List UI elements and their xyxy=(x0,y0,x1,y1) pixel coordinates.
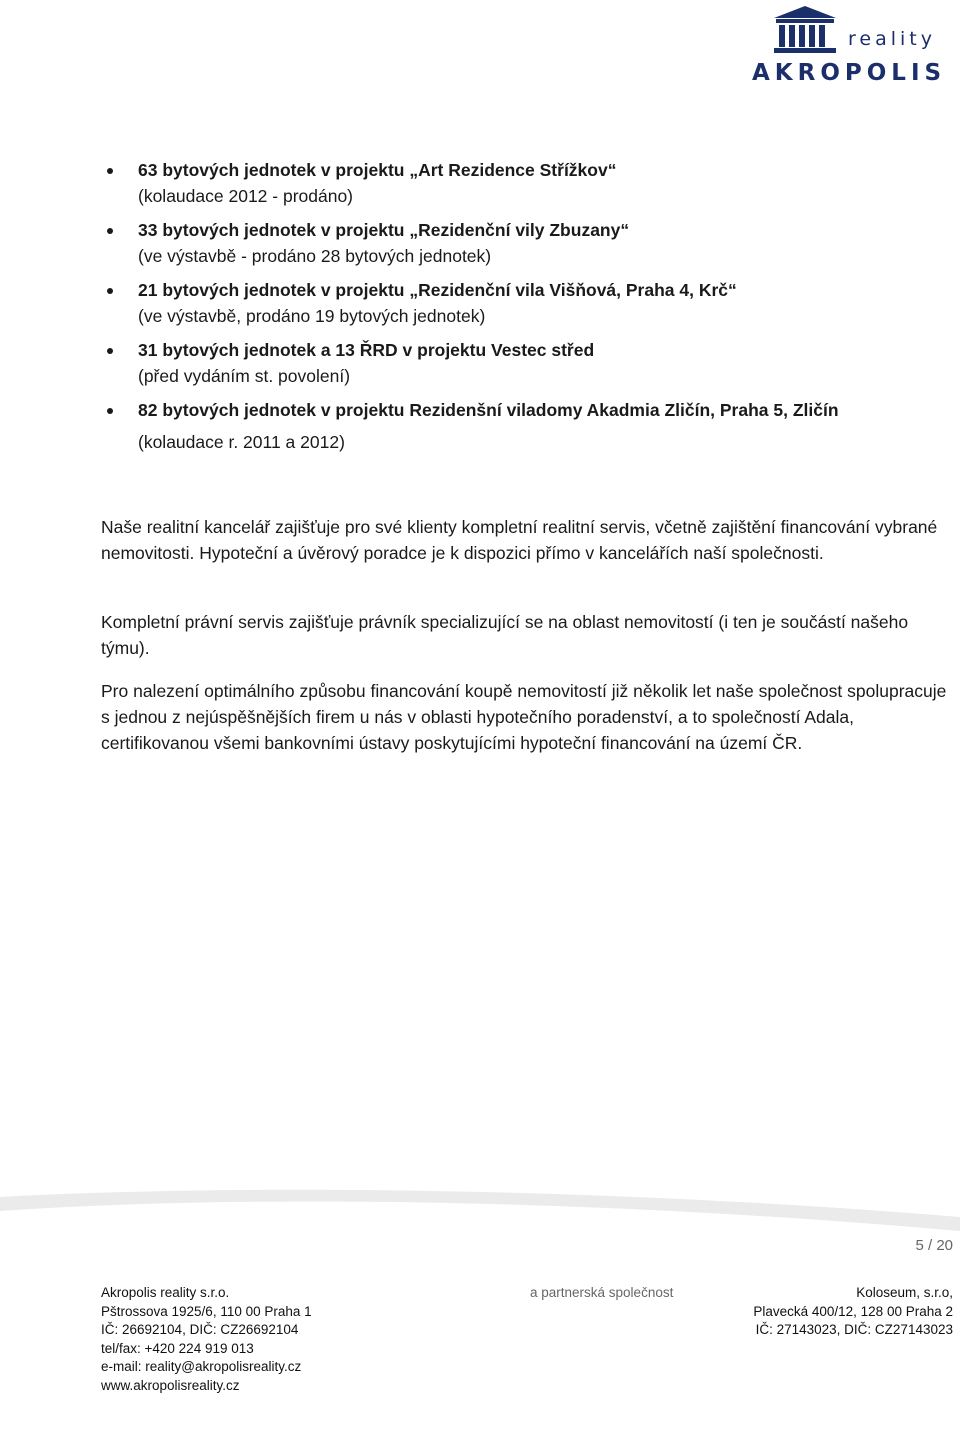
company-address: Plavecká 400/12, 128 00 Praha 2 xyxy=(753,1303,953,1319)
project-list xyxy=(104,157,934,463)
company-ids: IČ: 27143023, DIČ: CZ27143023 xyxy=(755,1322,953,1337)
legal-paragraph: Kompletní právní servis zajišťuje právník specializující se na oblast nemovitostí (i ten je součástí našeho týmu). xyxy=(101,612,909,658)
project-status: (ve výstavbě, prodáno 19 bytových jednotek) xyxy=(138,306,486,326)
footer-company-right xyxy=(753,1284,953,1340)
list-item xyxy=(104,397,934,455)
company-phone: tel/fax: +420 224 919 013 xyxy=(101,1340,254,1356)
temple-icon xyxy=(770,2,840,58)
bullet-icon xyxy=(107,348,113,354)
financing-paragraph: Pro nalezení optimálního způsobu financování koupě nemovitostí již několik let naše společnost spolupracuje s jednou z nejúspěšnějších firem u nás v oblasti hypotečního poradenství, a to společností Adala, certifikovanou všemi bankovními ústavy poskytujícími hypoteční financování na území ČR. xyxy=(101,681,947,753)
footer-company-left xyxy=(101,1284,312,1395)
company-name: Koloseum, s.r.o, xyxy=(856,1285,953,1300)
company-address: Pštrossova 1925/6, 110 00 Praha 1 xyxy=(101,1303,312,1319)
project-title: 31 bytových jednotek a 13 ŘRD v projektu Vestec střed xyxy=(138,340,595,360)
company-website: www.akropolisreality.cz xyxy=(101,1377,240,1393)
company-email: e-mail: reality@akropolisreality.cz xyxy=(101,1359,302,1374)
decorative-swoosh xyxy=(0,1185,960,1245)
list-item xyxy=(104,157,934,209)
project-status: (ve výstavbě - prodáno 28 bytových jednotek) xyxy=(138,246,492,266)
bullet-icon xyxy=(107,228,113,234)
bullet-icon xyxy=(107,288,113,294)
brand-tagline: reality xyxy=(848,28,936,50)
project-title: 21 bytových jednotek v projektu „Rezidenční vila Višňová, Praha 4, Krč“ xyxy=(138,280,737,300)
services-paragraph: Naše realitní kancelář zajišťuje pro své klienty kompletní realitní servis, včetně zajištění financování vybrané nemovitosti. Hypoteční a úvěrový poradce je k dispozici přímo v kancelářích naší společnosti. xyxy=(101,517,938,563)
list-item xyxy=(104,277,934,329)
list-item xyxy=(104,217,934,269)
project-status: (kolaudace 2012 - prodáno) xyxy=(138,186,354,206)
list-item xyxy=(104,337,934,389)
project-title: 33 bytových jednotek v projektu „Rezidenční vily Zbuzany“ xyxy=(138,220,630,240)
company-name: Akropolis reality s.r.o. xyxy=(101,1285,230,1300)
company-ids: IČ: 26692104, DIČ: CZ26692104 xyxy=(101,1322,299,1337)
project-status: (před vydáním st. povolení) xyxy=(138,366,351,386)
page-number: 5 / 20 xyxy=(915,1237,953,1254)
bullet-icon xyxy=(107,168,113,174)
bullet-icon xyxy=(107,408,113,414)
company-logo xyxy=(740,0,960,90)
partner-label: a partnerská společnost xyxy=(530,1285,674,1300)
project-status: (kolaudace r. 2011 a 2012) xyxy=(138,432,345,452)
footer-partner-note xyxy=(530,1284,673,1303)
project-title: 63 bytových jednotek v projektu „Art Rezidence Střížkov“ xyxy=(138,160,617,180)
brand-name: AKROPOLIS xyxy=(752,60,947,86)
project-title: 82 bytových jednotek v projektu Rezidenšní viladomy Akadmia Zličín, Praha 5, Zličín xyxy=(138,400,839,420)
